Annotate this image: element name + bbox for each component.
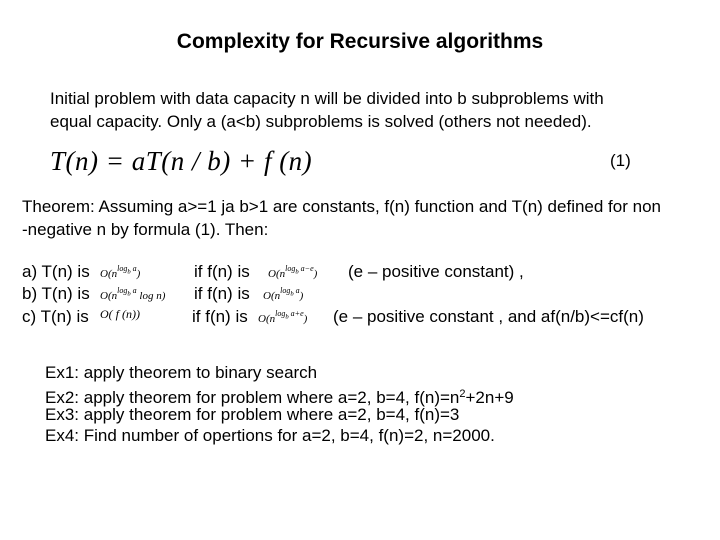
case-a-note: (e – positive constant) , xyxy=(348,262,524,281)
case-c-label: c) T(n) is xyxy=(22,307,89,326)
case-c-condition-expr: $O(n^{log_b a+e})$ xyxy=(258,309,308,325)
case-b-complexity: $O(n^{log_b a}$ log n) xyxy=(100,286,166,302)
intro-line-1: Initial problem with data capacity n will be divided into b subproblems with xyxy=(50,89,604,108)
exercise-4: Ex4: Find number of opertions for a=2, b=4, f(n)=2, n=2000. xyxy=(45,426,495,445)
case-c-condition: if f(n) is xyxy=(192,307,248,326)
exercise-2: Ex2: apply theorem for problem where a=2, b=4, $f(n)=n^2+2n+9$ xyxy=(45,388,514,407)
case-a-condition-expr: $O(n^{log_b a-e})$ xyxy=(268,264,318,280)
theorem-line-2: -negative n by formula (1). Then: xyxy=(22,220,269,239)
formula-number: (1) xyxy=(610,151,631,170)
exercise-3: Ex3: apply theorem for problem where a=2, b=4, f(n)=3 xyxy=(45,405,460,424)
case-b-label: b) T(n) is xyxy=(22,284,90,303)
case-c-note: (e – positive constant , and af(n/b)<=cf(n) xyxy=(333,307,644,326)
case-a-complexity: $O(n^{log_b a})$ xyxy=(100,264,141,280)
case-c-complexity: O( f (n)) xyxy=(100,307,140,321)
case-a-condition: if f(n) is xyxy=(194,262,250,281)
case-a-label: a) T(n) is xyxy=(22,262,90,281)
recurrence-formula: T(n) = aT(n / b) + f (n) xyxy=(50,146,313,176)
case-b-condition-expr: $O(n^{log_b a})$ xyxy=(263,286,304,302)
exercise-1: Ex1: apply theorem to binary search xyxy=(45,363,318,382)
case-b-condition: if f(n) is xyxy=(194,284,250,303)
slide-title: Complexity for Recursive algorithms xyxy=(176,30,544,53)
intro-line-2: equal capacity. Only a (a<b) subproblems is solved (others not needed). xyxy=(50,112,592,131)
theorem-line-1: Theorem: Assuming a>=1 ja b>1 are constants, f(n) function and T(n) defined for non xyxy=(22,197,661,216)
